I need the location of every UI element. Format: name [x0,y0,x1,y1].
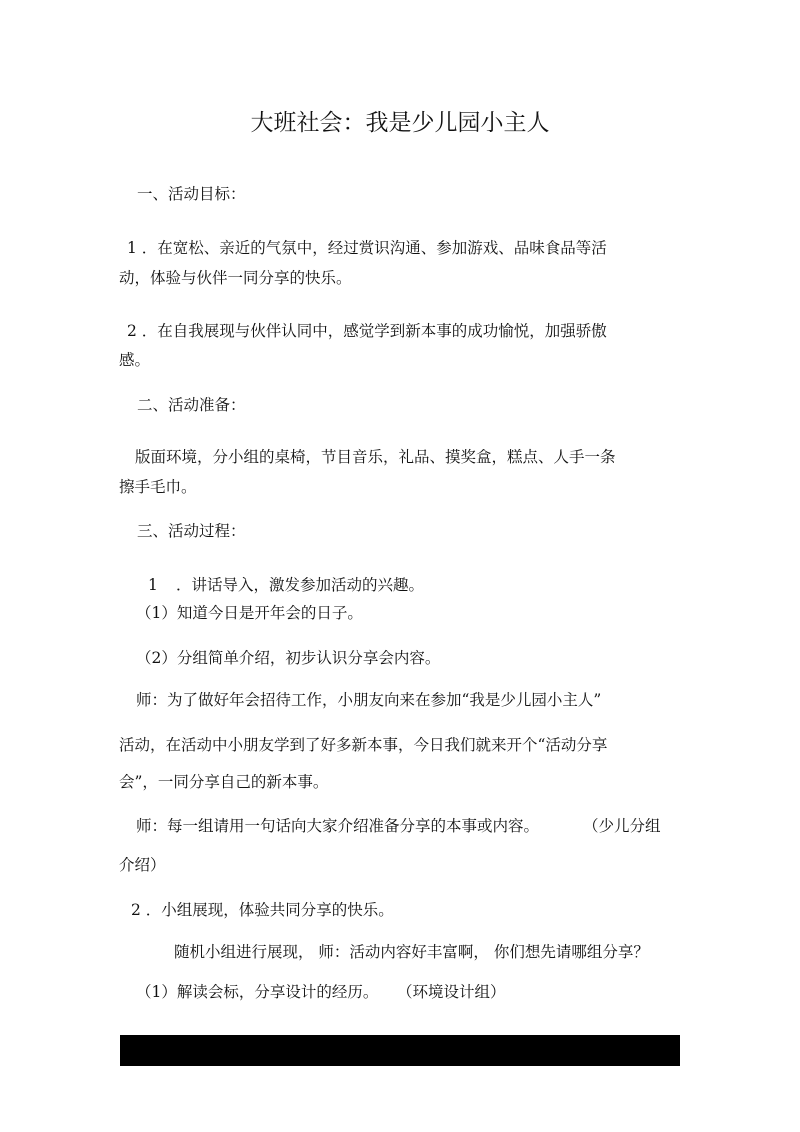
teacher-speech-2-note-2: 介绍） [119,856,166,874]
step-1-sub-1: （1）知道今日是开年会的日子。 [136,604,363,622]
teacher-speech-1-line-1: 师：为了做好年会招待工作，小朋友向来在参加“我是少儿园小主人” [136,691,602,709]
step-2-sub-1: （1）解读会标，分享设计的经历。 [136,983,379,1001]
step-2-text: 2 ．小组展现，体验共同分享的快乐。 [131,901,394,919]
section-heading-goals: 一、活动目标： [137,185,246,203]
teacher-speech-1-line-3: 会”，一同分享自己的新本事。 [119,773,329,791]
section-heading-process: 三、活动过程： [137,522,246,540]
step-1-text: ．讲话导入，激发参加活动的兴趣。 [176,576,425,594]
step-1-number: 1 [148,576,158,594]
preparation-line-1: 版面环境，分小组的桌椅，节目音乐，礼品、摸奖盒，糕点、人手一条 [135,448,616,466]
goal-1-line-2: 动，体验与伙伴一同分享的快乐。 [119,269,352,287]
teacher-speech-2-note-1: （少儿分组 [583,817,661,835]
document-title: 大班社会：我是少儿园小主人 [250,110,550,136]
step-2-random-line: 随机小组进行展现， 师：活动内容好丰富啊， 你们想先请哪组分享？ [174,943,649,961]
footer-black-bar [120,1035,680,1066]
goal-2-line-1: 2 ．在自我展现与伙伴认同中，感觉学到新本事的成功愉悦，加强骄傲 [127,322,607,340]
step-1-sub-2: （2）分组简单介绍，初步认识分享会内容。 [136,649,441,667]
preparation-line-2: 擦手毛巾。 [119,478,197,496]
teacher-speech-1-line-2: 活动，在活动中小朋友学到了好多新本事，今日我们就来开个“活动分享 [119,736,608,754]
step-2-sub-1-note: （环境设计组） [397,983,506,1001]
goal-2-line-2: 感。 [119,351,151,369]
teacher-speech-2-line-1: 师：每一组请用一句话向大家介绍准备分享的本事或内容。 [136,817,540,835]
section-heading-preparation: 二、活动准备： [137,396,246,414]
goal-1-line-1: 1 ．在宽松、亲近的气氛中，经过赏识沟通、参加游戏、品味食品等活 [127,239,607,257]
